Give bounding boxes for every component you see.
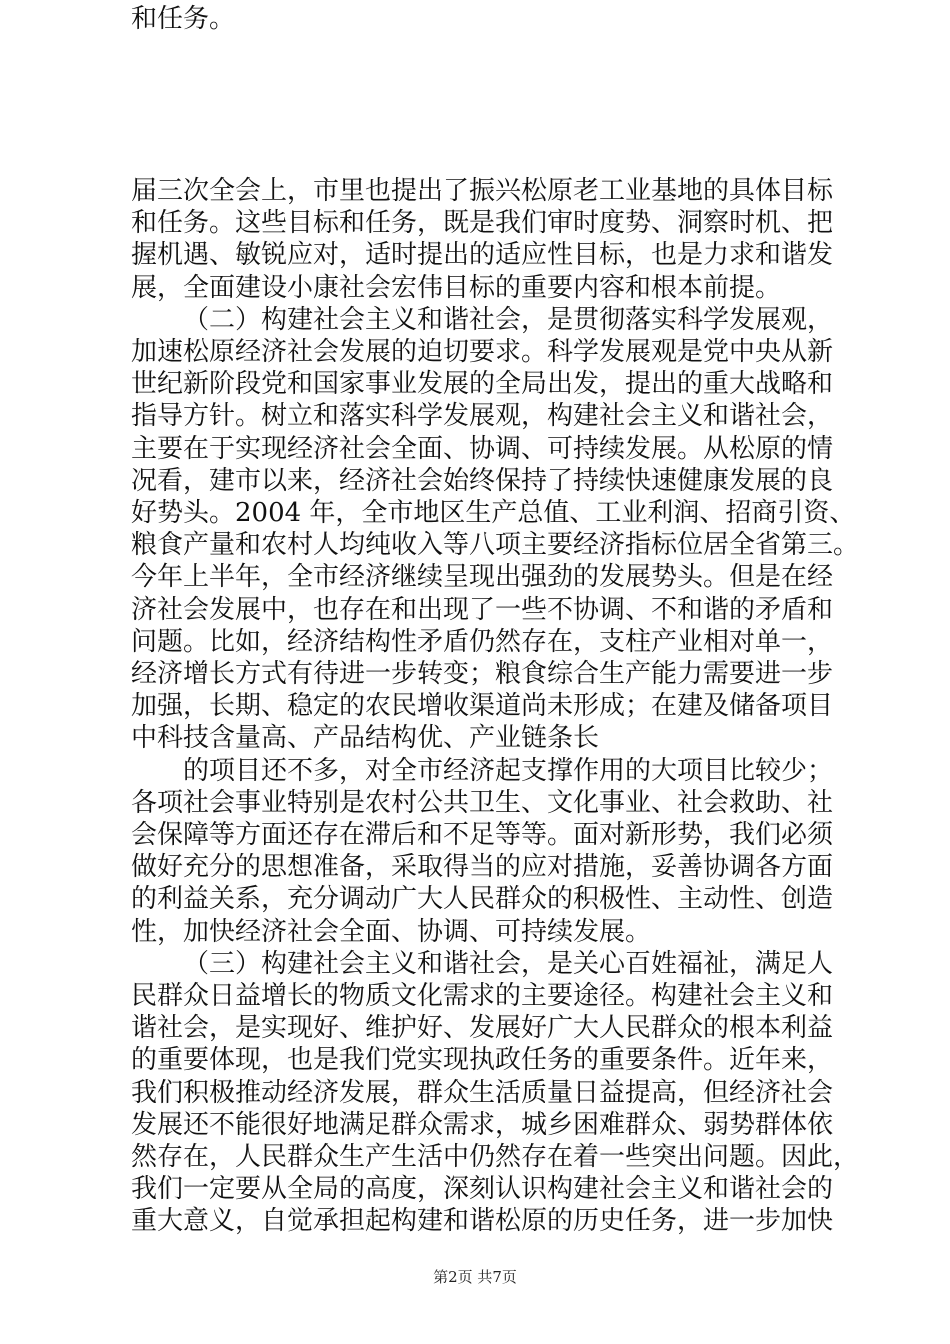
text-line-4: 展，全面建设小康社会宏伟目标的重要内容和根本前提。 <box>131 273 782 303</box>
text-line-20: 各项社会事业特别是农村公共卫生、文化事业、社会救助、社 <box>131 788 834 818</box>
text-line-6: 加速松原经济社会发展的迫切要求。科学发展观是党中央从新 <box>131 337 834 367</box>
text-line-19: 的项目还不多，对全市经济起支撑作用的大项目比较少； <box>183 756 834 786</box>
text-line-1: 届三次全会上，市里也提出了振兴松原老工业基地的具体目标 <box>131 176 834 206</box>
text-line-15: 问题。比如，经济结构性矛盾仍然存在，支柱产业相对单一， <box>131 627 834 657</box>
top-partial-line: 和任务。 <box>131 4 236 34</box>
text-line-14: 济社会发展中，也存在和出现了一些不协调、不和谐的矛盾和 <box>131 595 834 625</box>
text-line-21: 会保障等方面还存在滞后和不足等等。面对新形势，我们必须 <box>131 820 834 850</box>
text-line-29: 我们积极推动经济发展，群众生活质量日益提高，但经济社会 <box>131 1078 834 1108</box>
text-line-12: 粮食产量和农村人均纯收入等八项主要经济指标位居全省第三。 <box>131 530 860 560</box>
text-line-32: 我们一定要从全局的高度，深刻认识构建社会主义和谐社会的 <box>131 1174 834 1204</box>
text-line-7: 世纪新阶段党和国家事业发展的全局出发，提出的重大战略和 <box>131 369 834 399</box>
text-line-22: 做好充分的思想准备，采取得当的应对措施，妥善协调各方面 <box>131 852 834 882</box>
text-line-33: 重大意义，自觉承担起构建和谐松原的历史任务，进一步加快 <box>131 1206 834 1236</box>
text-line-2: 和任务。这些目标和任务，既是我们审时度势、洞察时机、把 <box>131 208 834 238</box>
text-line-16: 经济增长方式有待进一步转变；粮食综合生产能力需要进一步 <box>131 659 834 689</box>
text-line-10: 况看，建市以来，经济社会始终保持了持续快速健康发展的良 <box>131 466 834 496</box>
text-line-28: 的重要体现，也是我们党实现执政任务的重要条件。近年来， <box>131 1045 834 1075</box>
page-footer: 第2页 共7页 <box>433 1268 517 1286</box>
text-line-17: 加强，长期、稳定的农民增收渠道尚未形成；在建及储备项目 <box>131 691 834 721</box>
text-line-3: 握机遇、敏锐应对，适时提出的适应性目标，也是力求和谐发 <box>131 240 834 270</box>
text-line-31: 然存在，人民群众生产生活中仍然存在着一些突出问题。因此， <box>131 1142 860 1172</box>
text-line-25: （三）构建社会主义和谐社会，是关心百姓福祉，满足人 <box>183 949 834 979</box>
text-line-8: 指导方针。树立和落实科学发展观，构建社会主义和谐社会， <box>131 401 834 431</box>
text-line-27: 谐社会，是实现好、维护好、发展好广大人民群众的根本利益 <box>131 1013 834 1043</box>
text-line-13: 今年上半年，全市经济继续呈现出强劲的发展势头。但是在经 <box>131 562 834 592</box>
text-line-30: 发展还不能很好地满足群众需求，城乡困难群众、弱势群体依 <box>131 1110 834 1140</box>
text-line-11: 好势头。2004 年，全市地区生产总值、工业利润、招商引资、 <box>131 498 856 528</box>
text-line-24: 性，加快经济社会全面、协调、可持续发展。 <box>131 917 652 947</box>
text-line-9: 主要在于实现经济社会全面、协调、可持续发展。从松原的情 <box>131 434 834 464</box>
text-line-23: 的利益关系，充分调动广大人民群众的积极性、主动性、创造 <box>131 884 834 914</box>
text-line-18: 中科技含量高、产品结构优、产业链条长 <box>131 723 600 753</box>
text-line-26: 民群众日益增长的物质文化需求的主要途径。构建社会主义和 <box>131 981 834 1011</box>
text-line-5: （二）构建社会主义和谐社会，是贯彻落实科学发展观， <box>183 305 834 335</box>
